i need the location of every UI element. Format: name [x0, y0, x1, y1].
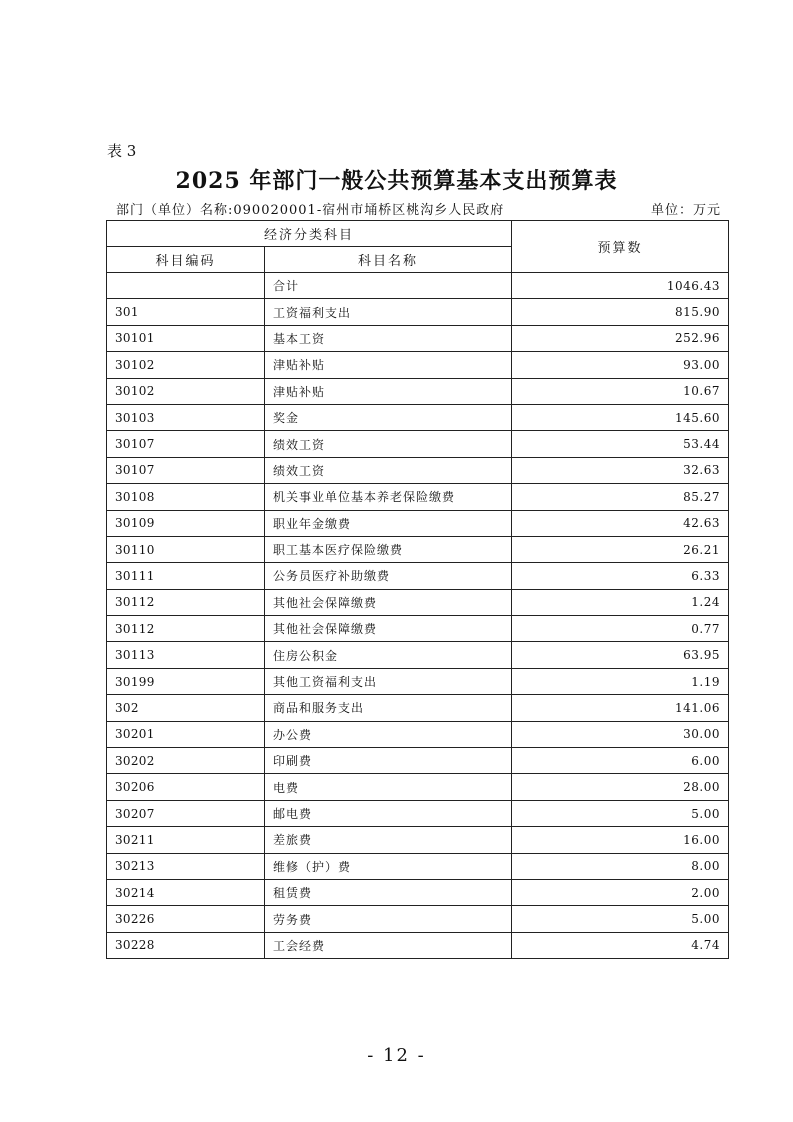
subject-code-cell: 30113: [107, 642, 265, 668]
subject-code-cell: 30228: [107, 932, 265, 958]
table-row: [107, 827, 729, 853]
table-row: [107, 457, 729, 483]
budget-amount-cell: 6.33: [512, 563, 729, 589]
subject-code-cell: 302: [107, 695, 265, 721]
subject-code-cell: 30206: [107, 774, 265, 800]
subject-name-cell: 合计: [265, 273, 512, 299]
table-row: [107, 906, 729, 932]
budget-amount-header: 预算数: [512, 221, 729, 273]
subject-code-cell: 30207: [107, 800, 265, 826]
budget-amount-cell: 145.60: [512, 404, 729, 430]
page-number: - 12 -: [367, 1045, 426, 1066]
subject-code-cell: 30202: [107, 748, 265, 774]
subject-code-cell: 30213: [107, 853, 265, 879]
subject-name-cell: 基本工资: [265, 325, 512, 351]
subject-name-cell: 其他工资福利支出: [265, 668, 512, 694]
subject-name-cell: 住房公积金: [265, 642, 512, 668]
subject-name-cell: 公务员医疗补助缴费: [265, 563, 512, 589]
budget-amount-cell: 6.00: [512, 748, 729, 774]
subject-name-cell: 奖金: [265, 404, 512, 430]
subject-name-cell: 津贴补贴: [265, 378, 512, 404]
subject-code-cell: 30101: [107, 325, 265, 351]
subject-name-cell: 工会经费: [265, 932, 512, 958]
subject-code-cell: 30214: [107, 879, 265, 905]
subject-name-cell: 其他社会保障缴费: [265, 616, 512, 642]
table-row: [107, 378, 729, 404]
subject-name-cell: 印刷费: [265, 748, 512, 774]
subject-name-cell: 绩效工资: [265, 457, 512, 483]
table-row: [107, 879, 729, 905]
subject-code-cell: 30109: [107, 510, 265, 536]
table-row: [107, 299, 729, 325]
table-row: [107, 589, 729, 615]
subject-code-cell: 30107: [107, 457, 265, 483]
table-row: [107, 642, 729, 668]
budget-amount-cell: 4.74: [512, 932, 729, 958]
budget-amount-cell: 10.67: [512, 378, 729, 404]
table-row: [107, 721, 729, 747]
subject-name-cell: 职工基本医疗保险缴费: [265, 536, 512, 562]
table-row: [107, 510, 729, 536]
table-row: [107, 404, 729, 430]
table-row: [107, 273, 729, 299]
budget-amount-cell: 63.95: [512, 642, 729, 668]
table-row: [107, 695, 729, 721]
table-label: 表 3: [107, 142, 137, 160]
subject-name-cell: 其他社会保障缴费: [265, 589, 512, 615]
subject-code-cell: [107, 273, 265, 299]
budget-amount-cell: 16.00: [512, 827, 729, 853]
budget-amount-cell: 5.00: [512, 800, 729, 826]
subject-name-cell: 电费: [265, 774, 512, 800]
subject-name-cell: 差旅费: [265, 827, 512, 853]
table-row: [107, 352, 729, 378]
budget-amount-cell: 28.00: [512, 774, 729, 800]
subject-name-cell: 机关事业单位基本养老保险缴费: [265, 484, 512, 510]
budget-amount-cell: 1.24: [512, 589, 729, 615]
budget-amount-cell: 2.00: [512, 879, 729, 905]
table-body: [107, 273, 729, 959]
table-row: [107, 484, 729, 510]
budget-amount-cell: 0.77: [512, 616, 729, 642]
budget-amount-cell: 85.27: [512, 484, 729, 510]
table-row: [107, 325, 729, 351]
table-row: [107, 563, 729, 589]
subject-code-cell: 30226: [107, 906, 265, 932]
budget-amount-cell: 26.21: [512, 536, 729, 562]
budget-table: [106, 220, 729, 959]
budget-amount-cell: 32.63: [512, 457, 729, 483]
subject-code-cell: 30199: [107, 668, 265, 694]
subject-code-cell: 30102: [107, 352, 265, 378]
department-name: 部门（单位）名称:090020001-宿州市埇桥区桃沟乡人民政府: [116, 203, 505, 218]
subject-name-cell: 租赁费: [265, 879, 512, 905]
budget-amount-cell: 42.63: [512, 510, 729, 536]
table-row: [107, 536, 729, 562]
subject-code-cell: 301: [107, 299, 265, 325]
budget-amount-cell: 53.44: [512, 431, 729, 457]
economic-classification-header: 经济分类科目: [107, 221, 512, 247]
budget-amount-cell: 815.90: [512, 299, 729, 325]
table-row: [107, 616, 729, 642]
subject-code-cell: 30112: [107, 589, 265, 615]
table-row: [107, 853, 729, 879]
table-row: [107, 932, 729, 958]
table-row: [107, 431, 729, 457]
subject-code-cell: 30102: [107, 378, 265, 404]
page-title: 2025 年部门一般公共预算基本支出预算表: [175, 168, 618, 194]
budget-amount-cell: 1.19: [512, 668, 729, 694]
budget-amount-cell: 252.96: [512, 325, 729, 351]
budget-amount-cell: 1046.43: [512, 273, 729, 299]
subject-name-cell: 津贴补贴: [265, 352, 512, 378]
subject-code-cell: 30211: [107, 827, 265, 853]
subject-code-cell: 30103: [107, 404, 265, 430]
subject-code-cell: 30112: [107, 616, 265, 642]
subject-code-cell: 30108: [107, 484, 265, 510]
subject-name-cell: 工资福利支出: [265, 299, 512, 325]
subject-name-cell: 劳务费: [265, 906, 512, 932]
subject-code-cell: 30201: [107, 721, 265, 747]
table-row: [107, 800, 729, 826]
unit-label: 单位：万元: [650, 203, 721, 218]
subject-code-cell: 30107: [107, 431, 265, 457]
budget-amount-cell: 5.00: [512, 906, 729, 932]
subject-code-header: 科目编码: [107, 247, 265, 273]
budget-amount-cell: 141.06: [512, 695, 729, 721]
subject-name-cell: 职业年金缴费: [265, 510, 512, 536]
table-row: [107, 774, 729, 800]
subject-name-cell: 办公费: [265, 721, 512, 747]
table-row: [107, 748, 729, 774]
subject-name-cell: 维修（护）费: [265, 853, 512, 879]
budget-amount-cell: 93.00: [512, 352, 729, 378]
subject-name-cell: 商品和服务支出: [265, 695, 512, 721]
budget-amount-cell: 30.00: [512, 721, 729, 747]
subject-code-cell: 30110: [107, 536, 265, 562]
subject-name-cell: 邮电费: [265, 800, 512, 826]
table-row: [107, 668, 729, 694]
subject-code-cell: 30111: [107, 563, 265, 589]
subject-name-header: 科目名称: [265, 247, 512, 273]
subject-name-cell: 绩效工资: [265, 431, 512, 457]
budget-amount-cell: 8.00: [512, 853, 729, 879]
